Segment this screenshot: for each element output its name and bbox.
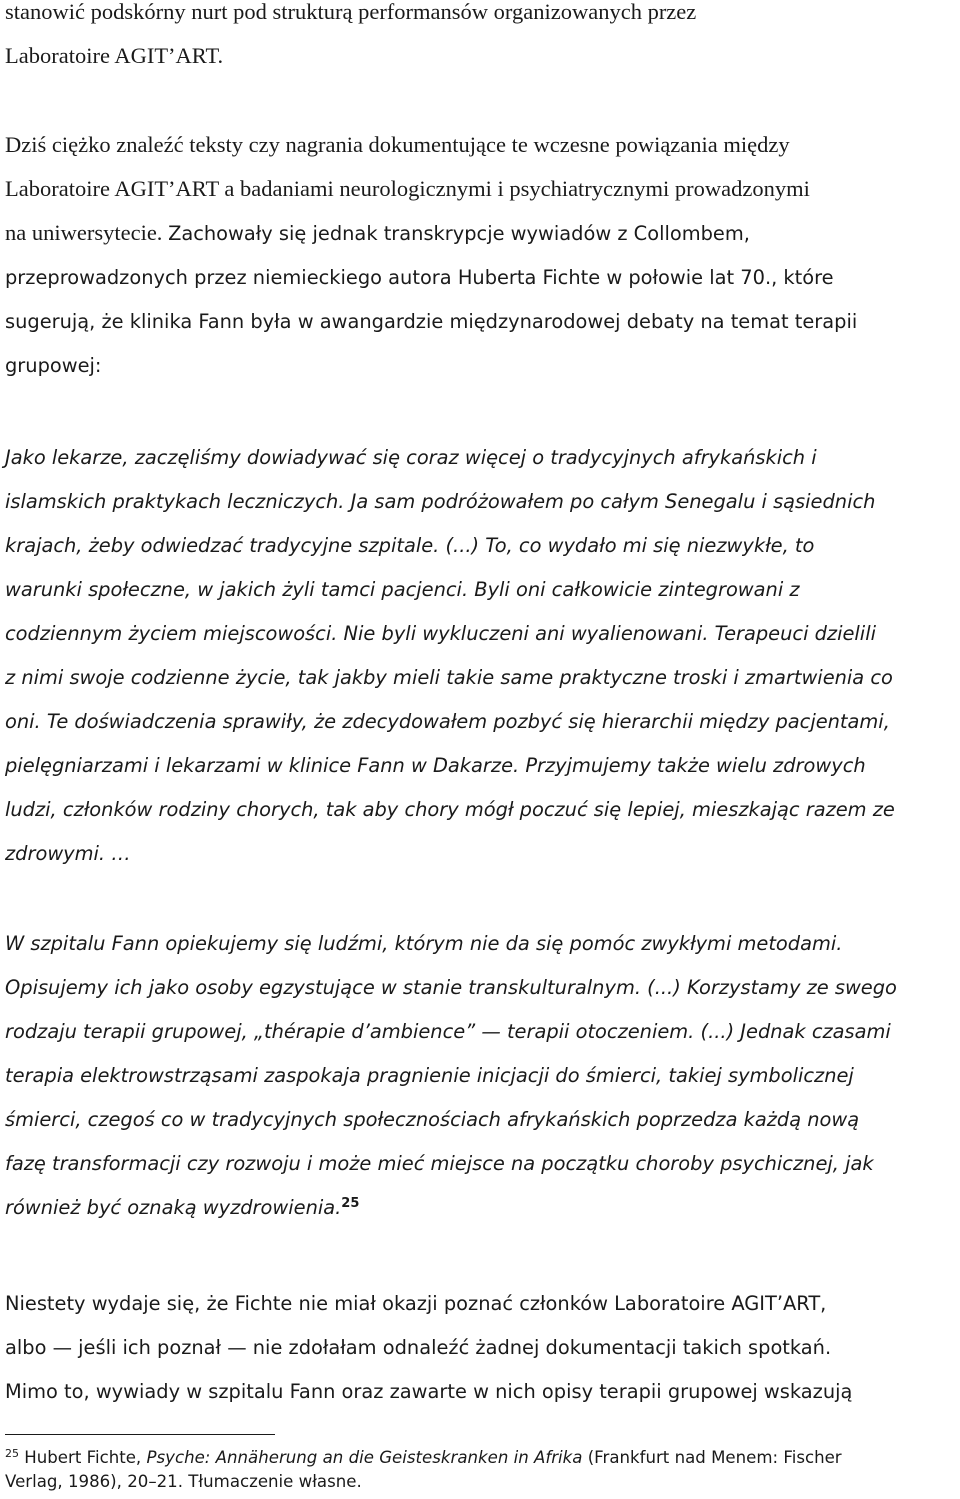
text-line: Mimo to, wywiady w szpitalu Fann oraz zawarte w nich opisy terapii grupowej wskazują xyxy=(5,1380,853,1403)
text-line: grupowej: xyxy=(5,354,102,377)
block-quote-1 xyxy=(5,436,895,876)
paragraph-2-sans xyxy=(5,256,857,388)
quote-line: z nimi swoje codzienne życie, tak jakby mieli takie same praktyczne troski i zmartwienia co xyxy=(5,666,893,689)
footnote-title: Psyche: Annäherung an die Geisteskranken in Afrika xyxy=(146,1448,583,1467)
quote-line: Jako lekarze, zaczęliśmy dowiadywać się coraz więcej o tradycyjnych afrykańskich i xyxy=(5,446,817,469)
text-line: sugerują, że klinika Fann była w awangardzie międzynarodowej debaty na temat terapii xyxy=(5,310,858,333)
quote-line: codziennym życiem miejscowości. Nie byli wykluczeni ani wyalienowani. Terapeuci dzielili xyxy=(5,622,876,645)
quote-line: śmierci, czegoś co w tradycyjnych społecznościach afrykańskich poprzedza każdą nową xyxy=(5,1108,860,1131)
footnote-reference[interactable]: 25 xyxy=(341,1196,360,1211)
quote-line: islamskich praktykach leczniczych. Ja sam podróżowałem po całym Senegalu i sąsiednich xyxy=(5,490,876,513)
text-line: przeprowadzonych przez niemieckiego autora Huberta Fichte w połowie lat 70., które xyxy=(5,266,834,289)
quote-line: fazę transformacji czy rozwoju i może mieć miejsce na początku choroby psychicznej, jak xyxy=(5,1152,874,1175)
quote-line: rodzaju terapii grupowej, „thérapie d’ambience” — terapii otoczeniem. (...) Jednak czasami xyxy=(5,1020,891,1043)
footnote-line xyxy=(5,1446,957,1470)
quote-line: terapia elektrowstrząsami zaspokaja pragnienie inicjacji do śmierci, takiej symbolicznej xyxy=(5,1064,854,1087)
quote-line: krajach, żeby odwiedzać tradycyjne szpitale. (...) To, co wydało mi się niezwykłe, to xyxy=(5,534,815,557)
footnote-number: 25 xyxy=(5,1447,19,1460)
quote-line: pielęgniarzami i lekarzami w klinice Fann w Dakarze. Przyjmujemy także wielu zdrowych xyxy=(5,754,866,777)
quote-line: warunki społeczne, w jakich żyli tamci pacjenci. Byli oni całkowicie zintegrowani z xyxy=(5,578,800,601)
quote-line: oni. Te doświadczenia sprawiły, że zdecydowałem pozbyć się hierarchii między pacjentami, xyxy=(5,710,890,733)
text-line: Laboratoire AGIT’ART. xyxy=(5,43,224,68)
quote-line: Opisujemy ich jako osoby egzystujące w stanie transkulturalnym. (...) Korzystamy ze swego xyxy=(5,976,897,999)
text-line: Laboratoire AGIT’ART a badaniami neurologicznymi i psychiatrycznymi prowadzonymi xyxy=(5,176,810,201)
footnote-line: Verlag, 1986), 20–21. Tłumaczenie własne. xyxy=(5,1472,362,1491)
text-segment: na uniwersytecie. xyxy=(5,220,163,245)
text-line xyxy=(5,211,810,255)
quote-line xyxy=(5,1186,897,1230)
text-segment: Zachowały się jednak transkrypcje wywiadów z Collombem, xyxy=(168,222,750,245)
block-quote-2 xyxy=(5,922,897,1230)
text-line: Dziś ciężko znaleźć teksty czy nagrania dokumentujące te wczesne powiązania między xyxy=(5,132,790,157)
paragraph-2-serif xyxy=(5,123,810,255)
quote-line: W szpitalu Fann opiekujemy się ludźmi, którym nie da się pomóc zwykłymi metodami. xyxy=(5,932,843,955)
quote-line: ludzi, członków rodziny chorych, tak aby chory mógł poczuć się lepiej, mieszkając razem ze xyxy=(5,798,895,821)
paragraph-4 xyxy=(5,1282,852,1414)
footnote-separator xyxy=(5,1434,275,1435)
text-line: Niestety wydaje się, że Fichte nie miał okazji poznać członków Laboratoire AGIT’ART, xyxy=(5,1292,827,1315)
footnote-publisher: (Frankfurt nad Menem: Fischer xyxy=(587,1448,842,1467)
text-line: albo — jeśli ich poznał — nie zdołałam odnaleźć żadnej dokumentacji takich spotkań. xyxy=(5,1336,832,1359)
footnote-author: Hubert Fichte, xyxy=(24,1448,142,1467)
paragraph-intro xyxy=(5,0,696,78)
quote-line: zdrowymi. … xyxy=(5,842,131,865)
text-line: stanowić podskórny nurt pod strukturą performansów organizowanych przez xyxy=(5,0,697,24)
footnote xyxy=(5,1446,957,1494)
quote-segment: również być oznaką wyzdrowienia. xyxy=(5,1196,342,1219)
